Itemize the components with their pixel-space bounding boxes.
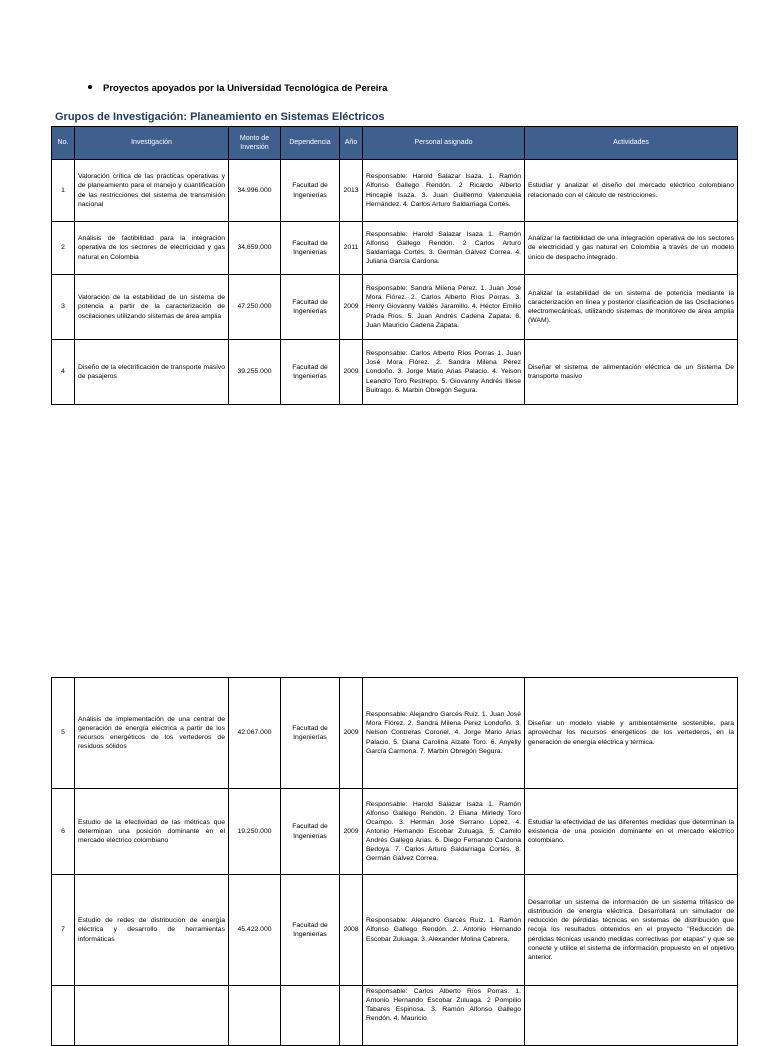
cell-investigacion: Valoración crítica de las prácticas operativas y de planeamiento para el manejo y cuantificación de las restricciones del sistema de transmisión nacional — [75, 160, 229, 222]
cell-monto: 47.250.000 — [229, 275, 281, 340]
cell-dependencia: Facultad de Ingenierías — [281, 222, 340, 275]
cell-dependencia: Facultad de Ingenierías — [281, 340, 340, 405]
cell-anio: 2013 — [340, 160, 363, 222]
cell-personal: Responsable: Alejandro Garcés Ruiz. 1. Juan José Mora Flórez. 2. Sandra Milena Perez Londoño. 3. Nelson Contreras Coronel. 4. Jorge Mario Arias Palacio. 5. Diana Carolina Alzate Toro. 6. Anyelly García Carmona. 7. Marbin Obregón Segura. — [363, 678, 525, 789]
table-row — [52, 275, 738, 340]
cell-investigacion: Análisis de implementación de una central de generación de energía eléctrica a partir de los recursos energéticos de los vertederos de residuos sólidos — [75, 678, 229, 789]
table-row — [52, 789, 738, 875]
cell-monto: 19.250.000 — [229, 789, 281, 875]
cell-no: 3 — [52, 275, 75, 340]
cell-actividades: Estudiar la efectividad de las diferentes medidas que determinan la existencia de una posición dominante en el mercado eléctrico colombiano. — [525, 789, 738, 875]
header-personal: Personal asignado — [363, 127, 525, 160]
cell-no: 6 — [52, 789, 75, 875]
table-row — [52, 986, 738, 1046]
cell-monto: 34.996.000 — [229, 160, 281, 222]
cell-investigacion: Estudio de la efectividad de las métricas que determinan una posición dominante en el mercado eléctrico colombiano — [75, 789, 229, 875]
cell-actividades: Estudiar y analizar el diseño del mercado eléctrico colombiano relacionado con el cálculo de restricciones. — [525, 160, 738, 222]
cell-actividades: Analizar la factibilidad de una integración operativa de los sectores de electricidad y gas natural en Colombia a través de un modelo único de despacho integrado. — [525, 222, 738, 275]
cell-monto: 34.659.000 — [229, 222, 281, 275]
cell-actividades: Diseñar un modelo viable y ambientalmente sostenible, para aprovechar los recursos energéticos de los vertederos, en la generación de energía eléctrica y térmica. — [525, 678, 738, 789]
section-title: Grupos de Investigación: Planeamiento en Sistemas Eléctricos — [55, 111, 385, 123]
cell-dependencia: Facultad de Ingenierías — [281, 160, 340, 222]
header-no: No. — [52, 127, 75, 160]
cell-personal: Responsable: Harold Salazar Isaza 1. Ramón Alfonso Gallego Rendón. 2 Carlos Arturo Saldarriaga Cortés. 3. Germán Gálvez Correa. 4. Juliana García Cardona. — [363, 222, 525, 275]
cell-no: 4 — [52, 340, 75, 405]
projects-table-continued — [51, 677, 738, 1046]
cell-investigacion: Diseño de la electrificación de transporte masivo de pasajeros — [75, 340, 229, 405]
header-monto: Monto de Inversión — [229, 127, 281, 160]
header-investigacion: Investigación — [75, 127, 229, 160]
cell-dependencia: Facultad de Ingenierías — [281, 678, 340, 789]
cell-dependencia: Facultad de Ingenierías — [281, 875, 340, 986]
cell-dependencia: Facultad de Ingenierías — [281, 789, 340, 875]
table-header-row — [52, 127, 738, 160]
cell-actividades: Desarrollar un sistema de información de un sistema trifásico de distribución de energía eléctrica. Desarrollará un simulador de reducción de pérdidas técnicas en sistemas de distribución que recoja los resultados obtenidos en el proyecto "Reducción de pérdidas técnicas usando medidas correctivas por etapas" y que se conecte y utilice el sistema de información propuesto en el objetivo anterior. — [525, 875, 738, 986]
header-anio: Año — [340, 127, 363, 160]
cell-investigacion: Valoración de la estabilidad de un sistema de potencia a partir de la caracterización de oscilaciones utilizando sistemas de área amplia — [75, 275, 229, 340]
cell-dependencia — [281, 986, 340, 1046]
projects-table — [51, 126, 738, 405]
cell-actividades: Diseñar el sistema de alimentación eléctrica de un Sistema De transporte masivo — [525, 340, 738, 405]
cell-monto: 42.067.000 — [229, 678, 281, 789]
cell-investigacion: Análisis de factibilidad para la integración operativa de los sectores de electricidad y gas natural en Colombia — [75, 222, 229, 275]
bullet-dot-icon — [88, 85, 92, 89]
cell-anio: 2009 — [340, 678, 363, 789]
table-row — [52, 678, 738, 789]
header-actividades: Actividades — [525, 127, 738, 160]
cell-monto: 45.422.000 — [229, 875, 281, 986]
cell-anio — [340, 986, 363, 1046]
cell-no: 1 — [52, 160, 75, 222]
cell-personal: Responsable: Sandra Milena Pérez. 1. Juan José Mora Flórez. 2. Carlos Alberto Ríos Porras. 3. Henry Giovanny Valdés Jaramillo. 4. Héctor Emilio Prada Ríos. 5. Juan Andrés Cadena Zapata. 6. Juan Mauricio Cadena Zapata. — [363, 275, 525, 340]
cell-no: 5 — [52, 678, 75, 789]
cell-actividades: Analizar la estabilidad de un sistema de potencia mediante la caracterización en línea y posterior clasificación de las Oscilaciones electromecánicas, utilizando sistemas de monitoreo de área amplia (WAM). — [525, 275, 738, 340]
cell-investigacion — [75, 986, 229, 1046]
cell-personal: Responsable: Harold Salazar Isaza. 1. Ramón Alfonso Gallego Rendón. 2 Ricardo Alberto Hincapié Isaza. 3. Juan Guillermo Valenzuela Hernández. 4. Carlos Arturo Saldarriaga Cortés. — [363, 160, 525, 222]
table-row — [52, 340, 738, 405]
cell-anio: 2009 — [340, 789, 363, 875]
cell-anio: 2009 — [340, 340, 363, 405]
table-row — [52, 875, 738, 986]
cell-anio: 2009 — [340, 275, 363, 340]
cell-actividades — [525, 986, 738, 1046]
table-row — [52, 160, 738, 222]
cell-no: 2 — [52, 222, 75, 275]
cell-anio: 2008 — [340, 875, 363, 986]
cell-monto — [229, 986, 281, 1046]
table-row — [52, 222, 738, 275]
cell-monto: 39.255.000 — [229, 340, 281, 405]
cell-no — [52, 986, 75, 1046]
cell-no: 7 — [52, 875, 75, 986]
bullet-text: Proyectos apoyados por la Universidad Tecnológica de Pereira — [103, 83, 388, 94]
cell-personal: Responsable: Carlos Alberto Ríos Porras 1. Juan José Mora Flórez. 2. Sandra Milena Pérez Londoño. 3. Jorge Mario Arias Palacio. 4. Yeison Leandro Toro Restrepo. 5. Giovanny Andrés Iliese Buitrago. 6. Marbin Obregón Segura. — [363, 340, 525, 405]
cell-personal: Responsable: Carlos Alberto Ríos Porras. 1. Antonio Hernando Escobar Zuluaga. 2 Pompilio Tabares Espinosa. 3. Ramón Alfonso Gallego Rendón. 4. Mauricio — [363, 986, 525, 1046]
cell-personal: Responsable: Alejandro Garcés Ruiz. 1. Ramón Alfonso Gallego Rendón. 2. Antonio Hernando Escobar Zuluaga. 3. Alexander Molina Cabrera. — [363, 875, 525, 986]
bullet-item — [88, 83, 387, 94]
cell-anio: 2011 — [340, 222, 363, 275]
header-dependencia: Dependencia — [281, 127, 340, 160]
cell-personal: Responsable: Harold Salazar Isaza 1. Ramón Alfonso Gallego Rendón. 2 Eliana Mirledy Toro Ocampo. 3. Herman José Serrano López. 4. Antonio Hernando Escobar Zuluaga. 5. Camilo Andrés Gallego Arias. 6. Diego Fernando Cardona Bedoya. 7. Carlos Arturo Saldarriaga Cortés. 8. Germán Gálvez Correa. — [363, 789, 525, 875]
cell-dependencia: Facultad de Ingenierías — [281, 275, 340, 340]
cell-investigacion: Estudio de redes de distribución de energía eléctrica y desarrollo de herramientas informáticas — [75, 875, 229, 986]
